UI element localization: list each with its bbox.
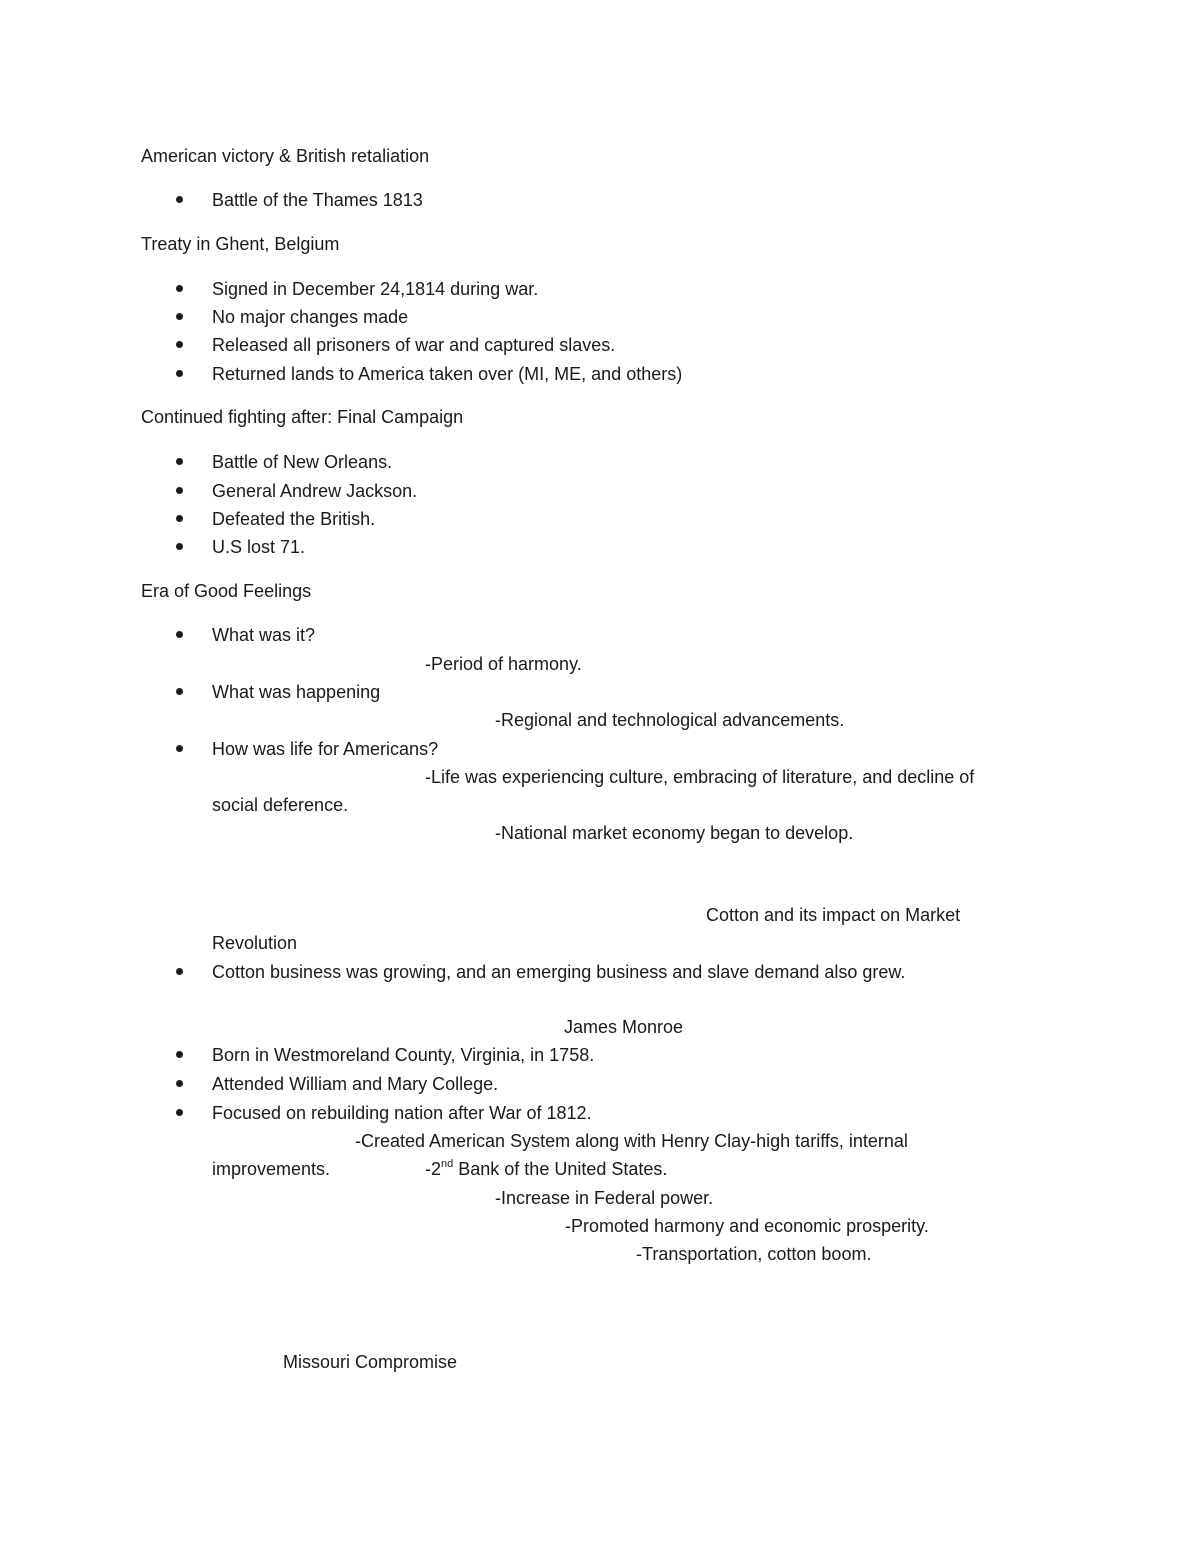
bullet-icon [176,285,183,292]
heading-continued-fighting: Continued fighting after: Final Campaign [141,407,464,427]
list-item: Battle of the Thames 1813 [212,190,423,210]
bullet-icon [176,458,183,465]
list-item: Cotton business was growing, and an emerging business and slave demand also grew. [212,962,906,982]
heading-missouri-compromise: Missouri Compromise [283,1352,458,1372]
list-item: Born in Westmoreland County, Virginia, in 1758. [212,1045,595,1065]
bullet-icon [176,341,183,348]
list-item: Signed in December 24,1814 during war. [212,279,539,299]
bullet-icon [176,745,183,752]
heading-cotton-continued: Revolution [212,933,298,953]
list-item: U.S lost 71. [212,537,306,557]
sub-note-rest: Bank of the United States. [453,1159,668,1179]
ordinal-suffix: nd [441,1158,454,1170]
sub-note: -National market economy began to develop. [495,823,854,843]
sub-note: -Created American System along with Henry Clay-high tariffs, internal [355,1131,908,1151]
list-item: Focused on rebuilding nation after War of 1812. [212,1103,592,1123]
list-item: How was life for Americans? [212,739,439,759]
list-item: Defeated the British. [212,509,376,529]
heading-james-monroe: James Monroe [564,1017,684,1037]
list-item: No major changes made [212,307,409,327]
list-item: Attended William and Mary College. [212,1074,499,1094]
sub-note: -Regional and technological advancements. [495,710,845,730]
sub-note-prefix: -2 [425,1159,442,1179]
bullet-icon [176,688,183,695]
sub-note: -Increase in Federal power. [495,1188,714,1208]
sub-note: -Transportation, cotton boom. [636,1244,872,1264]
bullet-icon [176,487,183,494]
bullet-icon [176,1051,183,1058]
bullet-icon [176,515,183,522]
list-item: Battle of New Orleans. [212,452,393,472]
sub-note: -Life was experiencing culture, embracing of literature, and decline of [425,767,975,787]
list-item: General Andrew Jackson. [212,481,418,501]
sub-note: -Period of harmony. [425,654,582,674]
heading-cotton: Cotton and its impact on Market [706,905,961,925]
heading-era-good-feelings: Era of Good Feelings [141,581,312,601]
bullet-icon [176,631,183,638]
bullet-icon [176,370,183,377]
sub-note: social deference. [212,795,349,815]
heading-treaty-ghent: Treaty in Ghent, Belgium [141,234,340,254]
bullet-icon [176,1109,183,1116]
sub-note-bank [425,1158,667,1180]
sub-note: improvements. [212,1159,331,1179]
list-item: Released all prisoners of war and captured slaves. [212,335,616,355]
list-item: What was happening [212,682,381,702]
bullet-icon [176,543,183,550]
bullet-icon [176,1080,183,1087]
bullet-icon [176,196,183,203]
sub-note: -Promoted harmony and economic prosperity. [565,1216,929,1236]
list-item: What was it? [212,625,316,645]
bullet-icon [176,968,183,975]
list-item: Returned lands to America taken over (MI, ME, and others) [212,364,683,384]
bullet-icon [176,313,183,320]
heading-american-victory: American victory & British retaliation [141,146,430,166]
